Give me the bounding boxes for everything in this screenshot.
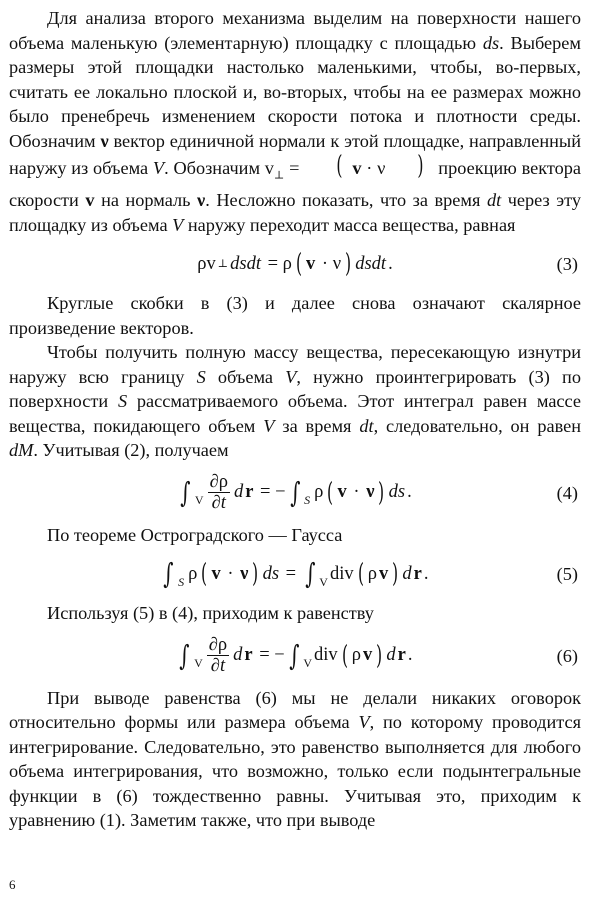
equation-4-formula: ∫ V $\frac{\partial\rho}{\partial t}$ d r = − ∫ S ρ ( v · ν ) ds .: [180, 472, 412, 514]
page-number: 6: [9, 877, 16, 892]
paragraph-1: Для анализа второго механизма выделим на поверхности нашего объема маленькую (элементарную) площадку с площадью ds. Выберем размеры этой площадки настолько маленькими, чтобы, во-первых, считать ее локально плоской и, во-вторых, чтобы на ее размерах можно было пренебречь изменением скорости потока и плотности среды. Обозначим ν вектор единичной нормали к этой площадке, направленный наружу из объема V. Обозначим $v_\perp$ = ( v · ν ) проекцию вектора скорости v на нормаль ν. Несложно показать, что за время dt через эту площадку из объема V наружу переходит масса вещества, равная: [9, 8, 582, 235]
text-column: [9, 6, 581, 833]
equation-4-number: (4): [556, 482, 578, 503]
paragraph-6: При выводе равенства (6) мы не делали никаких оговорок относительно формы или размера объема V, по которому проводится интегрирование. Следовательно, это равенство выполняется для любого объема интегрирования, что возможно, только если подынтегральные функции в (6) тождественно равны. Учитывая это, приходим к уравнению (1). Заметим также, что при выводе: [9, 687, 581, 831]
paragraph-4: По теореме Остроградского — Гаусса: [47, 524, 343, 545]
equation-5: [9, 547, 581, 601]
equation-6-number: (6): [556, 645, 578, 666]
equation-6-formula: ∫ V $\frac{\partial\rho}{\partial t}$ d r = − ∫ V div ( ρ v ) d r .: [179, 635, 413, 677]
equation-6: [9, 626, 581, 686]
paragraph-5: Используя (5) в (4), приходим к равенству: [47, 603, 374, 624]
equation-3-number: (3): [556, 253, 578, 274]
equation-3: [9, 237, 581, 291]
equation-5-number: (5): [556, 563, 578, 584]
paragraph-3: Чтобы получить полную массу вещества, пересекающую изнутри наружу всю границу S объема V, нужно проинтегрировать (3) по поверхности S рассматриваемого объема. Этот интеграл равен массе вещества, покидающего объем V за время dt, следовательно, он равен dM. Учитывая (2), получаем: [9, 342, 582, 461]
equation-3-formula: ρv ⊥ dsdt = ρ ( v · ν ) dsdt .: [197, 249, 393, 280]
equation-4: [9, 463, 581, 523]
paragraph-2: Круглые скобки в (3) и далее снова означают скалярное произведение векторов.: [9, 293, 581, 338]
equation-5-formula: ∫ S ρ ( v · ν ) ds = ∫ V div ( ρ v ) d r .: [163, 557, 429, 591]
